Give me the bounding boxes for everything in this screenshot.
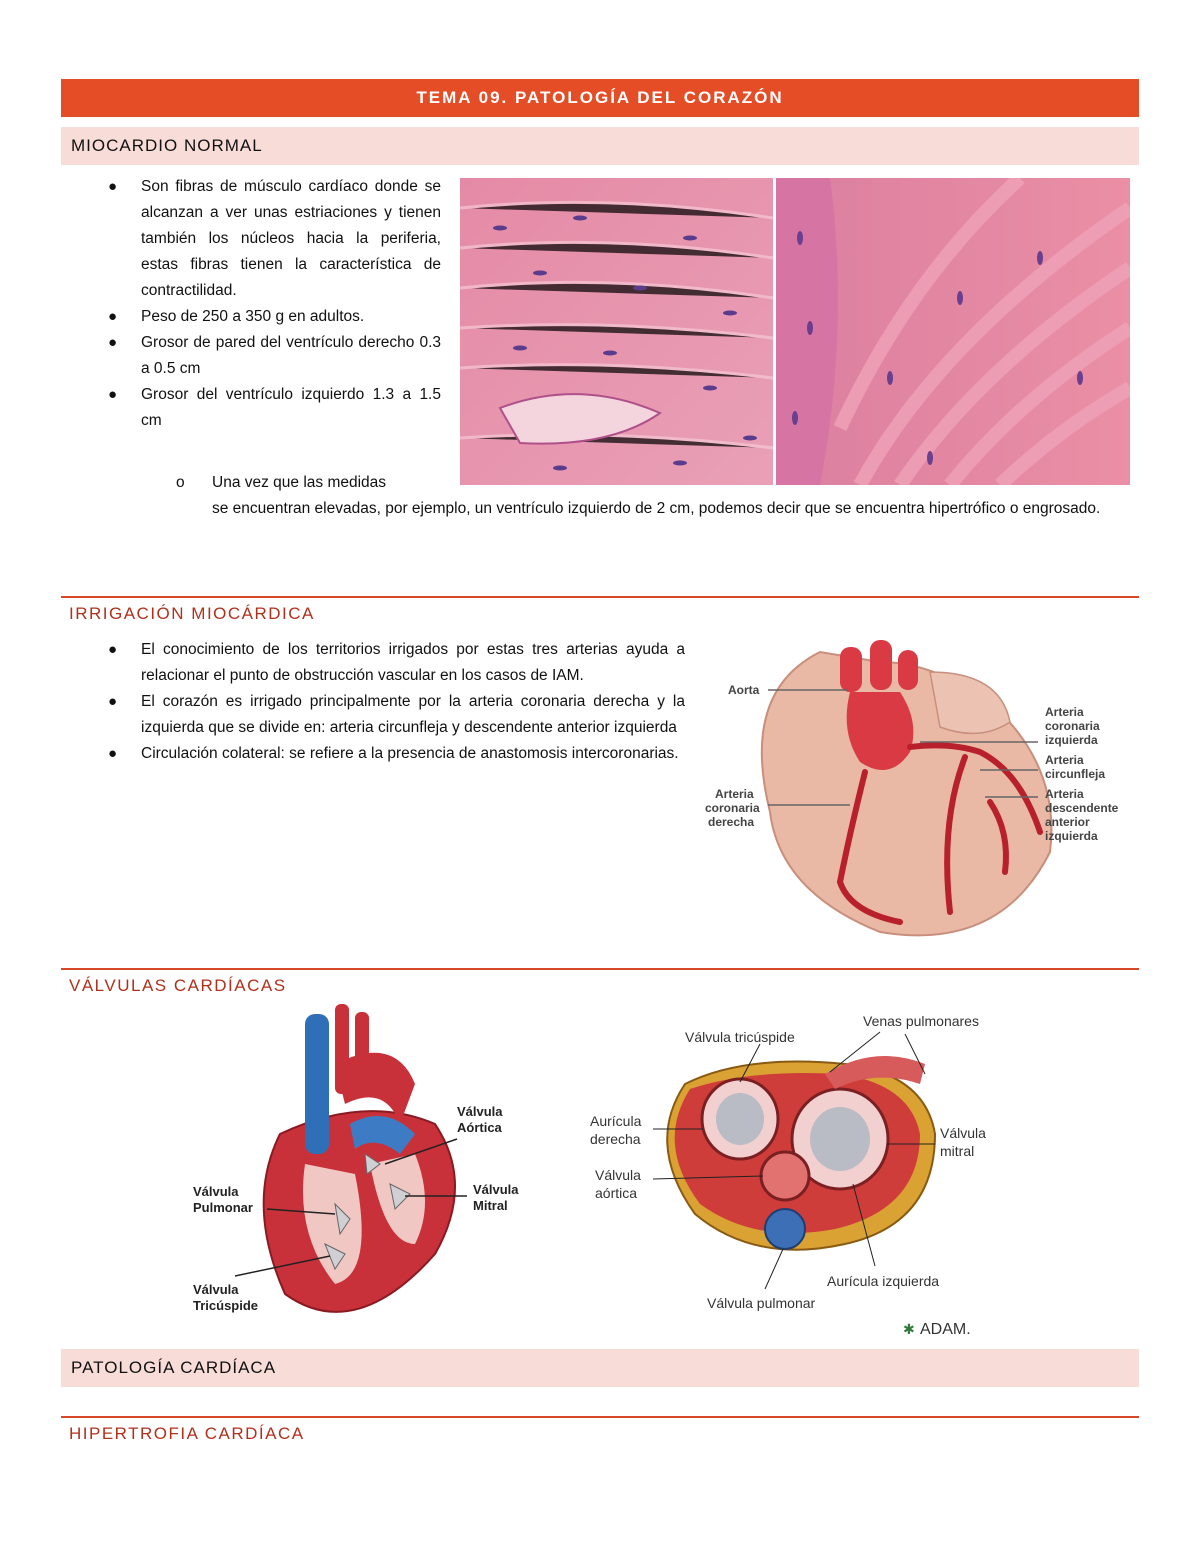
valve-plane-diagram [585,1004,1025,1342]
label-valvula-mitral: Válvula [473,1182,519,1197]
label-valvula-pulmonar: Válvula pulmonar [707,1295,816,1311]
miocardio-bullets [61,174,441,434]
label-lad: Arteria [1045,787,1084,801]
label-circ: Arteria [1045,753,1084,767]
document-title: TEMA 09. PATOLOGÍA DEL CORAZÓN [61,79,1139,117]
section-heading-miocardio: MIOCARDIO NORMAL [61,127,1139,165]
label-valvula-pulmonar: Válvula [193,1184,239,1199]
label-valvula-pulmonar: Pulmonar [193,1200,253,1215]
label-lad: izquierda [1045,829,1098,843]
label-valvula-tricuspide: Válvula [193,1282,239,1297]
section-heading-patologia: PATOLOGÍA CARDÍACA [61,1349,1139,1387]
section-heading-irrigacion: IRRIGACIÓN MIOCÁRDICA [61,596,1139,624]
sub-item-rest: se encuentran elevadas, por ejemplo, un ventrículo izquierdo de 2 cm, podemos decir que se encuentra hipertrófico o engrosado. [212,500,1101,517]
section-heading-valvulas: VÁLVULAS CARDÍACAS [61,968,1139,996]
label-lad: descendente [1045,801,1119,815]
label-lad: anterior [1045,815,1090,829]
label-lca: coronaria [1045,719,1100,733]
label-valvula-tricuspide: Tricúspide [193,1298,259,1313]
aortic-valve [761,1152,809,1200]
list-item: ● Grosor de pared del ventrículo derecho 0.3 a 0.5 cm [108,334,441,377]
label-valvula-aortica: Válvula [457,1104,503,1119]
label-valvula-mitral: Válvula [940,1125,986,1141]
list-item: ● Son fibras de músculo cardíaco donde se alcanzan a ver unas estriaciones y tienen también los núcleos hacia la periferia, estas fibras tienen la característica de contractilidad. [108,178,441,299]
list-item: ● Peso de 250 a 350 g en adultos. [108,308,365,325]
label-valvula-aortica: Válvula [595,1167,641,1183]
label-valvula-tricuspide: Válvula tricúspide [685,1029,795,1045]
label-valvula-mitral: Mitral [473,1198,508,1213]
label-rca: Arteria [715,787,754,801]
irrigacion-bullets [61,637,685,767]
label-auricula-derecha: Aurícula [590,1113,642,1129]
label-valvula-aortica: Aórtica [457,1120,502,1135]
adam-leaf-icon: ✱ [903,1321,915,1337]
label-valvula-aortica: aórtica [595,1185,638,1201]
label-circ: circunfleja [1045,767,1106,781]
label-rca: coronaria [705,801,760,815]
heart-section-diagram [185,1004,545,1344]
label-lca: izquierda [1045,733,1098,747]
list-item: ● El conocimiento de los territorios irrigados por estas tres arterias ayuda a relacionar el punto de obstrucción vascular en los casos de IAM. [108,641,685,684]
heart-shape [762,652,1052,935]
label-aorta: Aorta [728,683,760,697]
coronary-arteries-diagram [700,632,1140,944]
label-lca: Arteria [1045,705,1084,719]
pulmonary-valve [765,1209,805,1249]
label-auricula-izquierda: Aurícula izquierda [827,1273,940,1289]
vena-cava [305,1014,329,1154]
label-valvula-mitral: mitral [940,1143,975,1159]
tricuspid-valve [716,1093,764,1145]
list-item: ● Grosor del ventrículo izquierdo 1.3 a 1.5 cm [108,386,441,429]
label-rca: derecha [708,815,755,829]
mitral-valve [810,1107,870,1171]
adam-logo-text: ADAM. [920,1321,971,1338]
list-item: ● El corazón es irrigado principalmente por la arteria coronaria derecha y la izquierda que se divide en: arteria circunfleja y descendente anterior izquierda [108,693,685,736]
label-venas-pulmonares: Venas pulmonares [863,1013,979,1029]
histology-micrographs [460,178,1130,485]
label-auricula-derecha: derecha [590,1131,641,1147]
section-heading-hipertrofia: HIPERTROFIA CARDÍACA [61,1416,1139,1444]
sub-item-first-line: o Una vez que las medidas [176,474,387,491]
list-item: ● Circulación colateral: se refiere a la presencia de anastomosis intercoronarias. [108,745,679,762]
